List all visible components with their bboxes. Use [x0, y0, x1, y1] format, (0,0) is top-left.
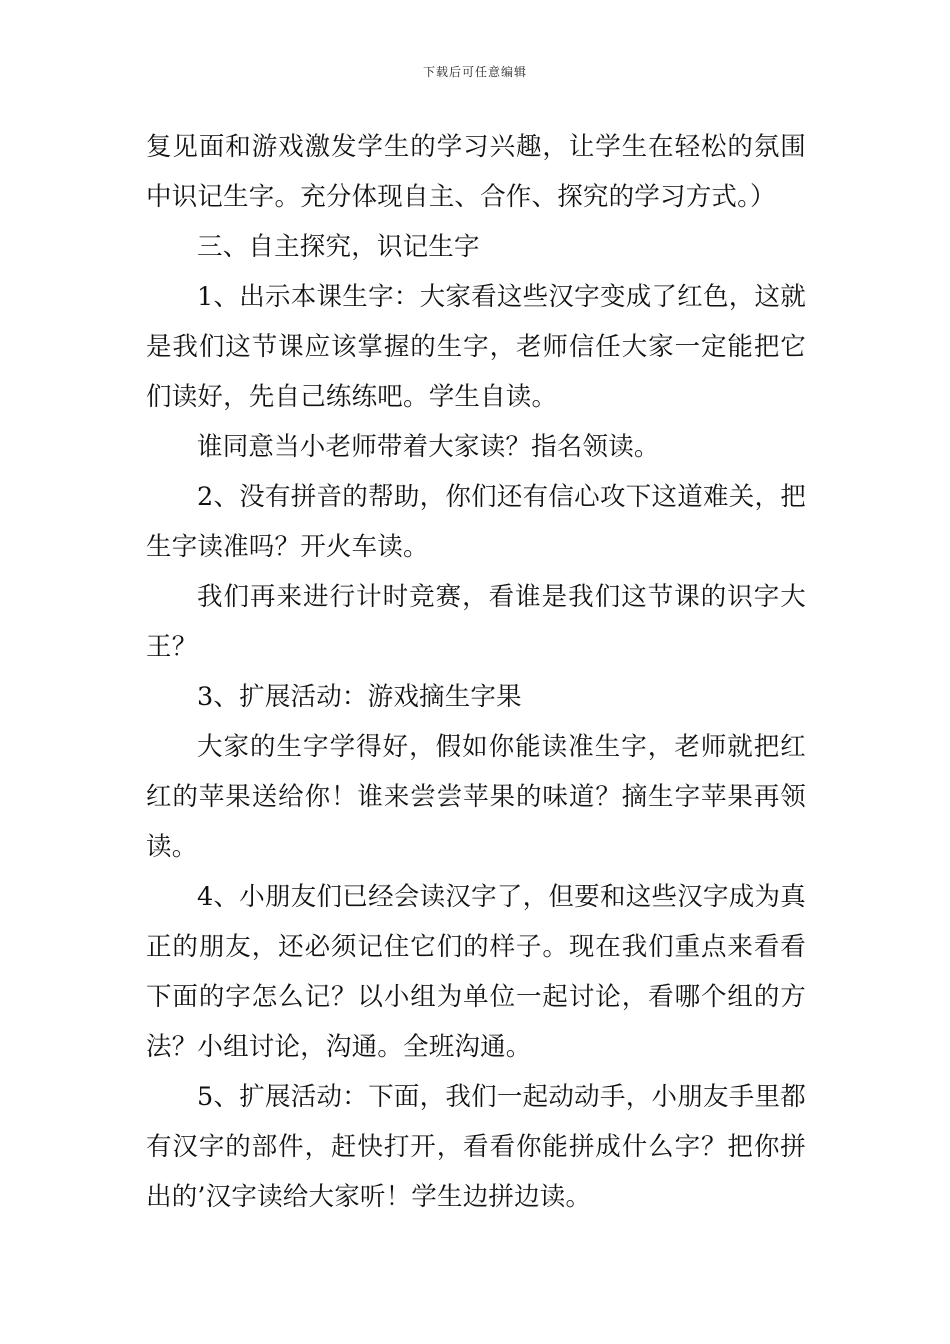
paragraph-step-2: 2、没有拼音的帮助，你们还有信心攻下这道难关，把生字读准吗？开火车读。 [146, 482, 806, 562]
paragraph-apple-game: 大家的生字学得好，假如你能读准生字，老师就把红红的苹果送给你！谁来尝尝苹果的味道？摘生字苹果再领读。 [146, 732, 806, 862]
paragraph-step-1: 1、出示本课生字：大家看这些汉字变成了红色，这就是我们这节课应该掌握的生字，老师信任大家一定能把它们读好，先自己练练吧。学生自读。 [146, 282, 806, 412]
paragraph-1: 复见面和游戏激发学生的学习兴趣，让学生在轻松的氛围中识记生字。充分体现自主、合作、探究的学习方式。） [146, 132, 806, 212]
paragraph-step-3: 3、扩展活动：游戏摘生字果 [197, 682, 522, 712]
document-body [146, 122, 806, 1222]
paragraph-lead-reading: 谁同意当小老师带着大家读？指名领读。 [197, 432, 660, 462]
paragraph-step-5: 5、扩展活动：下面，我们一起动动手，小朋友手里都有汉字的部件，赶快打开，看看你能拼成什么字？把你拼出的’汉字读给大家听！学生边拼边读。 [146, 1082, 806, 1212]
paragraph-timed-contest: 我们再来进行计时竞赛，看谁是我们这节课的识字大王？ [146, 582, 806, 662]
section-heading-3: 三、自主探究，识记生字 [197, 232, 480, 262]
paragraph-step-4: 4、小朋友们已经会读汉字了，但要和这些汉字成为真正的朋友，还必须记住它们的样子。现在我们重点来看看下面的字怎么记？以小组为单位一起讨论，看哪个组的方法？小组讨论，沟通。全班沟通。 [146, 882, 806, 1062]
page-header-note: 下载后可任意编辑 [422, 65, 527, 79]
